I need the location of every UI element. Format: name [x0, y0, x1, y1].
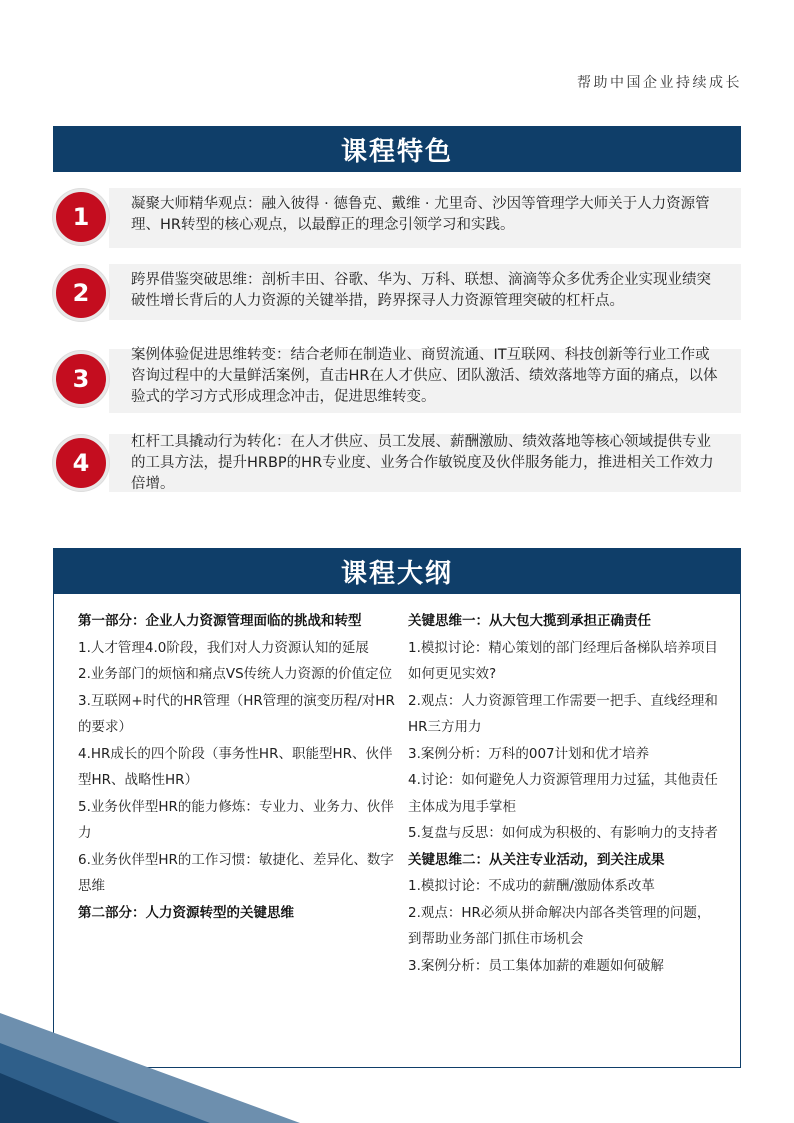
feature-item — [53, 430, 741, 494]
feature-number-badge: 1 — [53, 189, 109, 245]
outline-list-item: 3.案例分析：员工集体加薪的难题如何破解 — [408, 957, 664, 974]
outline-list-item: 4.HR成长的四个阶段（事务性HR、职能型HR、伙伴型HR、战略性HR） — [78, 745, 393, 788]
feature-text: 案例体验促进思维转变：结合老师在制造业、商贸流通、IT互联网、科技创新等行业工作或咨询过程中的大量鲜活案例，直击HR在人才供应、团队激活、绩效落地等方面的痛点，以体验式的学习方式形成理念冲击，促进思维转变。 — [131, 347, 718, 405]
outline-part-heading: 第二部分：人力资源转型的关键思维 — [78, 904, 294, 921]
feature-text: 跨界借鉴突破思维：剖析丰田、谷歌、华为、万科、联想、滴滴等众多优秀企业实现业绩突破性增长背后的人力资源的关键举措，跨界探寻人力资源管理突破的杠杆点。 — [131, 272, 711, 309]
outline-heading: 课程大纲 — [53, 548, 741, 594]
outline-part-heading: 关键思维二：从关注专业活动，到关注成果 — [408, 851, 665, 868]
outline-list-item: 1.模拟讨论：不成功的薪酬/激励体系改革 — [408, 878, 655, 894]
outline-list-item: 3.互联网+时代的HR管理（HR管理的演变历程/对HR的要求） — [78, 692, 395, 735]
feature-item — [53, 343, 741, 415]
outline-list-item: 6.业务伙伴型HR的工作习惯：敏捷化、差异化、数字思维 — [78, 851, 394, 894]
outline-list-item: 1.人才管理4.0阶段，我们对人力资源认知的延展 — [78, 639, 369, 656]
outline-part-heading: 关键思维一：从大包大揽到承担正确责任 — [408, 613, 651, 629]
outline-list-item: 2.观点：HR必须从拼命解决内部各类管理的问题，到帮助业务部门抓住市场机会 — [408, 904, 711, 947]
outline-list-item: 2.观点：人力资源管理工作需要一把手、直线经理和HR三方用力 — [408, 692, 718, 735]
feature-number-badge: 3 — [53, 351, 109, 407]
corner-decoration — [0, 1003, 300, 1123]
outline-list-item: 4.讨论：如何避免人力资源管理用力过猛，其他责任主体成为甩手掌柜 — [408, 772, 718, 815]
tagline: 帮助中国企业持续成长 — [577, 75, 742, 91]
feature-text: 凝聚大师精华观点：融入彼得 · 德鲁克、戴维 · 尤里奇、沙因等管理学大师关于人力资源管理、HR转型的核心观点，以最醇正的理念引领学习和实践。 — [131, 196, 710, 233]
features-heading: 课程特色 — [53, 126, 741, 172]
feature-item — [53, 264, 741, 324]
outline-list-item: 1.模拟讨论：精心策划的部门经理后备梯队培养项目如何更见实效? — [408, 639, 718, 682]
outline-list-item: 5.复盘与反思：如何成为积极的、有影响力的支持者 — [408, 825, 718, 841]
outline-box — [53, 594, 741, 1068]
outline-list-item: 2.业务部门的烦恼和痛点VS传统人力资源的价值定位 — [78, 666, 393, 682]
feature-number-badge: 2 — [53, 265, 109, 321]
outline-list-item: 5.业务伙伴型HR的能力修炼：专业力、业务力、伙伴力 — [78, 798, 394, 841]
feature-item — [53, 188, 741, 248]
feature-number-badge: 4 — [53, 435, 109, 491]
outline-left-column — [78, 608, 396, 926]
outline-right-column — [408, 608, 720, 979]
outline-part-heading: 第一部分：企业人力资源管理面临的挑战和转型 — [78, 613, 362, 629]
outline-list-item: 3.案例分析：万科的007计划和优才培养 — [408, 745, 650, 762]
feature-text: 杠杆工具撬动行为转化：在人才供应、员工发展、薪酬激励、绩效落地等核心领域提供专业的工具方法，提升HRBP的HR专业度、业务合作敏锐度及伙伴服务能力，推进相关工作效力倍增。 — [131, 434, 714, 492]
